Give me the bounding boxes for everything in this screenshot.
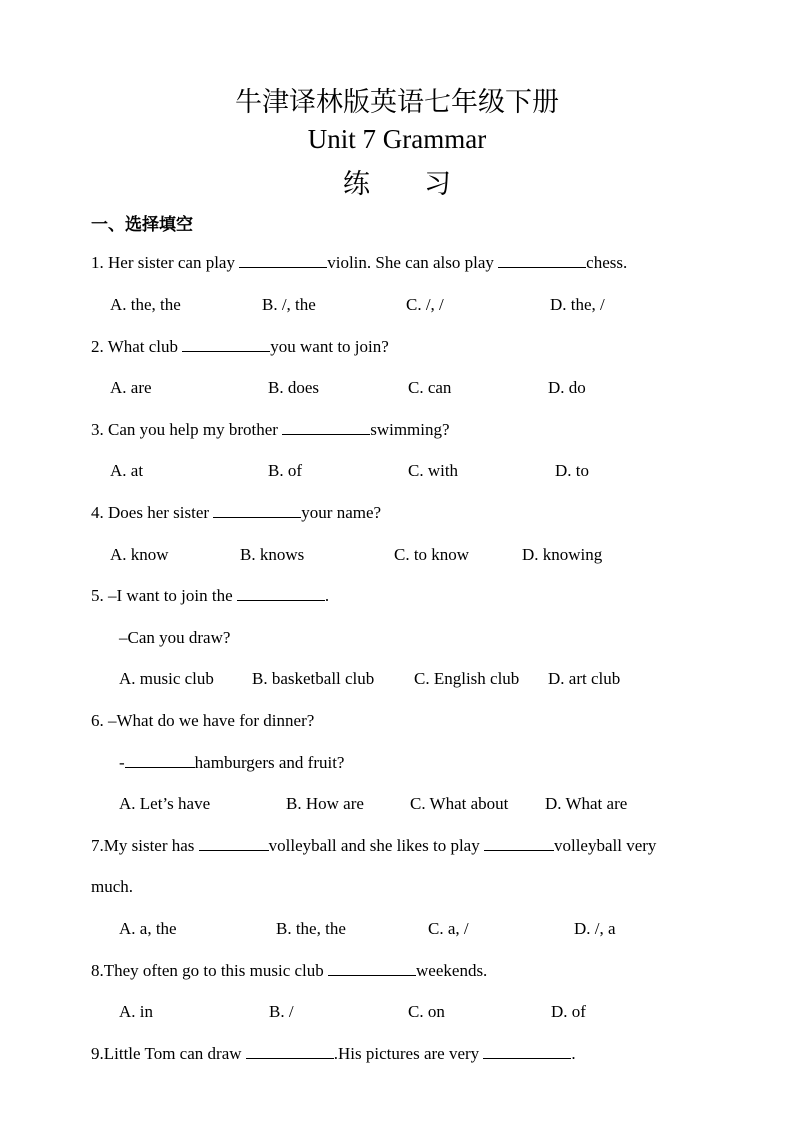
question-text: 1. Her sister can play: [91, 253, 240, 272]
answer-blank[interactable]: [125, 753, 195, 768]
question-text: chess.: [586, 253, 628, 272]
title-exercise: 练 习: [343, 169, 451, 200]
option-d[interactable]: D. to: [555, 461, 589, 480]
option-b[interactable]: B. knows: [240, 545, 305, 564]
option-c[interactable]: C. What about: [410, 794, 509, 813]
option-a[interactable]: A. in: [119, 1002, 153, 1021]
answer-blank[interactable]: [484, 836, 554, 851]
question-3: [91, 420, 450, 440]
option-d[interactable]: D. of: [551, 1002, 586, 1021]
question-text: hamburgers and fruit?: [194, 753, 345, 772]
question-1: [91, 253, 627, 273]
option-a[interactable]: A. Let’s have: [119, 794, 211, 813]
question-6: 6. –What do we have for dinner?: [91, 711, 315, 730]
question-9: [91, 1044, 576, 1064]
question-text: 4. Does her sister: [91, 503, 214, 522]
option-c[interactable]: C. with: [408, 461, 459, 480]
option-c[interactable]: C. /, /: [406, 295, 444, 314]
question-text: volleyball and she likes to play: [268, 836, 484, 855]
option-a[interactable]: A. a, the: [119, 919, 177, 938]
option-b[interactable]: B. of: [268, 461, 302, 480]
option-d[interactable]: D. the, /: [550, 295, 605, 314]
question-text: your name?: [301, 503, 382, 522]
question-text: -: [119, 753, 125, 772]
answer-blank[interactable]: [328, 961, 416, 976]
question-5: [91, 586, 329, 606]
question-text: 2. What club: [91, 337, 183, 356]
answer-blank[interactable]: [498, 253, 586, 268]
option-d[interactable]: D. do: [548, 378, 586, 397]
option-a[interactable]: A. music club: [119, 669, 214, 688]
question-text: .: [571, 1044, 576, 1063]
option-b[interactable]: B. does: [268, 378, 319, 397]
answer-blank[interactable]: [246, 1044, 334, 1059]
question-4: [91, 503, 381, 523]
option-c[interactable]: C. to know: [394, 545, 470, 564]
answer-blank[interactable]: [282, 420, 370, 435]
option-d[interactable]: D. knowing: [522, 545, 603, 564]
title-unit: Unit 7 Grammar: [307, 124, 487, 154]
question-text: weekends.: [416, 961, 488, 980]
option-a[interactable]: A. the, the: [110, 295, 181, 314]
question-text: 8.They often go to this music club: [91, 961, 329, 980]
answer-blank[interactable]: [199, 836, 269, 851]
option-c[interactable]: C. English club: [414, 669, 520, 688]
question-7-continued: much.: [91, 877, 134, 896]
option-c[interactable]: C. a, /: [428, 919, 469, 938]
question-text: .: [324, 586, 330, 605]
option-d[interactable]: D. What are: [545, 794, 628, 813]
option-b[interactable]: B. /, the: [262, 295, 316, 314]
section-heading: 一、选择填空: [91, 215, 193, 235]
answer-blank[interactable]: [483, 1044, 571, 1059]
question-text: 9.Little Tom can draw: [91, 1044, 246, 1063]
answer-blank[interactable]: [237, 586, 325, 601]
option-a[interactable]: A. at: [110, 461, 144, 480]
option-c[interactable]: C. on: [408, 1002, 445, 1021]
answer-blank[interactable]: [239, 253, 327, 268]
option-d[interactable]: D. /, a: [574, 919, 616, 938]
question-text: .His pictures are very: [333, 1044, 484, 1063]
question-text: you want to join?: [270, 337, 389, 356]
option-c[interactable]: C. can: [408, 378, 452, 397]
question-text: swimming?: [370, 420, 450, 439]
question-text: violin. She can also play: [327, 253, 499, 272]
question-text: volleyball very: [553, 836, 657, 855]
option-b[interactable]: B. basketball club: [252, 669, 375, 688]
option-b[interactable]: B. the, the: [276, 919, 346, 938]
option-b[interactable]: B. How are: [286, 794, 364, 813]
question-text: 5. –I want to join the: [91, 586, 237, 605]
question-text: 3. Can you help my brother: [91, 420, 283, 439]
question-2: [91, 337, 389, 357]
answer-blank[interactable]: [213, 503, 301, 518]
question-7: [91, 836, 656, 856]
title-chinese: 牛津译林版英语七年级下册: [235, 87, 559, 118]
option-b[interactable]: B. /: [269, 1002, 294, 1021]
option-d[interactable]: D. art club: [548, 669, 621, 688]
answer-blank[interactable]: [182, 337, 270, 352]
option-a[interactable]: A. know: [110, 545, 169, 564]
question-5-reply: –Can you draw?: [119, 628, 231, 647]
option-a[interactable]: A. are: [110, 378, 152, 397]
question-8: [91, 961, 487, 981]
question-6-reply: [119, 753, 344, 773]
question-text: 7.My sister has: [91, 836, 199, 855]
